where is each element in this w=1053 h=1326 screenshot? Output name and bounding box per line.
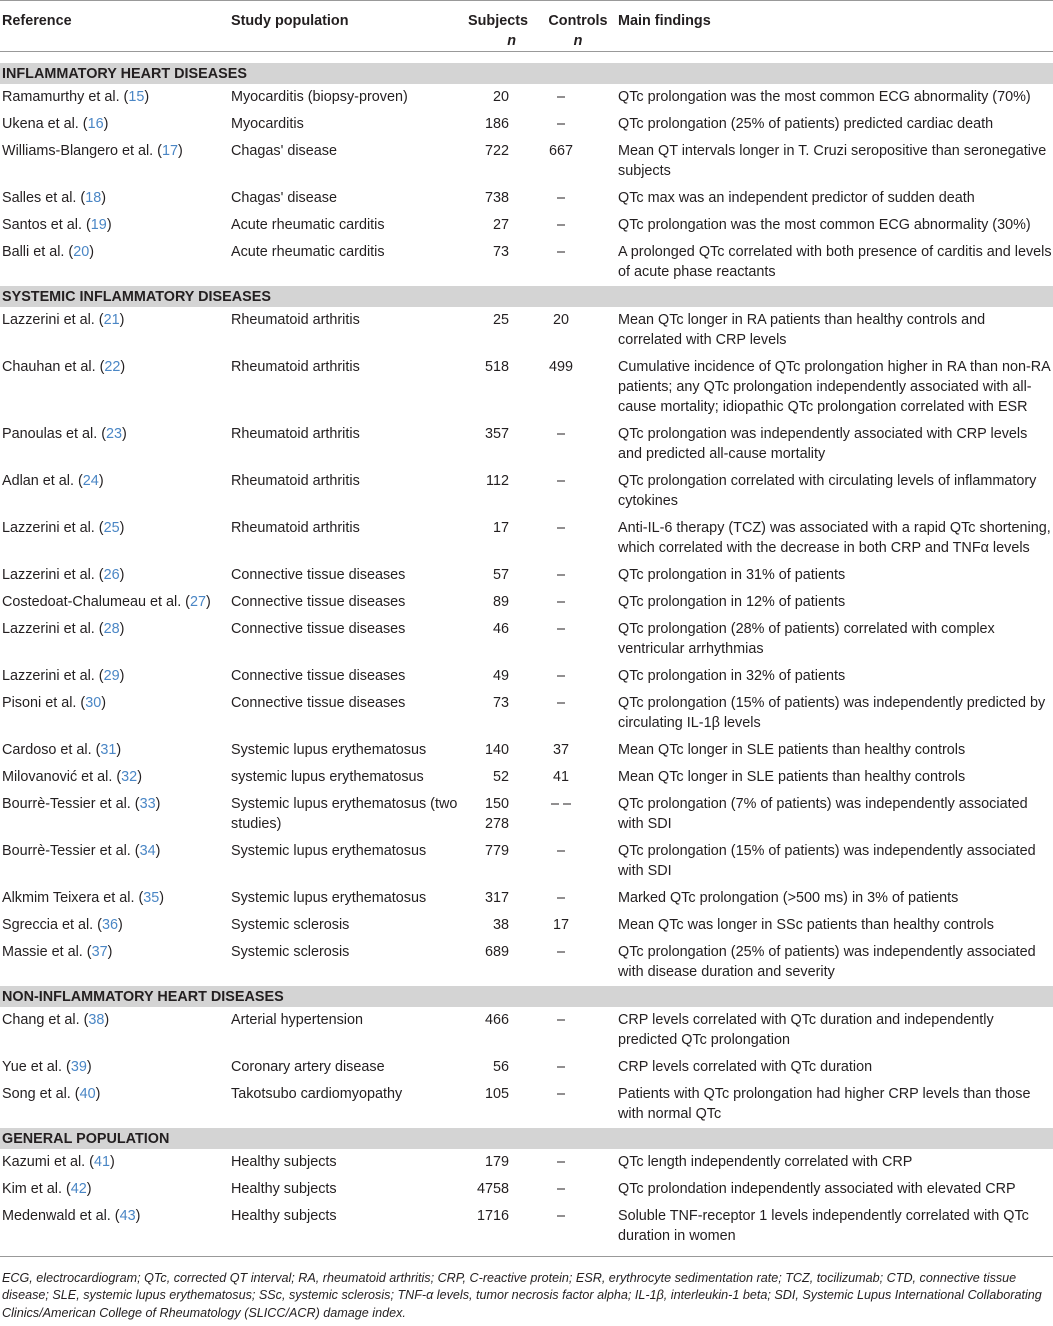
author-text: Alkmim Teixera et al. (: [2, 890, 144, 906]
author-text: Lazzerini et al. (: [2, 520, 104, 536]
controls-cell: –: [556, 890, 565, 906]
reference-cell: [0, 239, 231, 286]
controls-cell: –: [556, 594, 565, 610]
header-reference: Reference: [2, 13, 72, 29]
author-text: Pisoni et al. (: [2, 695, 86, 711]
citation-close: ): [103, 116, 109, 132]
citation-link[interactable]: 24: [82, 473, 99, 489]
findings-cell: Patients with QTc prolongation had higher CRP levels than those with normal QTc: [618, 1086, 1031, 1122]
reference-cell: [0, 468, 231, 515]
subjects-cell: 89: [492, 594, 509, 610]
findings-cell: Mean QT intervals longer in T. Cruzi seropositive than seronegative subjects: [618, 143, 1047, 179]
citation-close: ): [89, 244, 94, 260]
findings-cell: QTc prolongation was independently associated with CRP levels and predicted all-cause mortality: [618, 426, 1028, 462]
table-row: [0, 939, 1053, 986]
section-title: INFLAMMATORY HEART DISEASES: [0, 63, 1053, 84]
reference-cell: [0, 84, 231, 111]
table-row: [0, 589, 1053, 616]
findings-cell: Soluble TNF-receptor 1 levels independently correlated with QTc duration in women: [618, 1208, 1029, 1244]
reference-cell: [0, 1176, 231, 1203]
reference-cell: [0, 1007, 231, 1054]
reference-cell: [0, 421, 231, 468]
citation-link[interactable]: 17: [161, 143, 178, 159]
table-row: [0, 1176, 1053, 1203]
population-cell: Rheumatoid arthritis: [231, 426, 360, 442]
population-cell: Rheumatoid arthritis: [231, 520, 360, 536]
population-cell: Coronary artery disease: [231, 1059, 385, 1075]
reference-cell: [0, 1081, 231, 1128]
citation-close: ): [155, 796, 161, 812]
population-cell: Takotsubo cardiomyopathy: [231, 1086, 403, 1102]
author-text: Lazzerini et al. (: [2, 567, 104, 583]
controls-cell: –: [556, 1086, 565, 1102]
table-row: [0, 421, 1053, 468]
citation-link[interactable]: 32: [121, 769, 138, 785]
table-row: [0, 791, 1053, 838]
citation-link[interactable]: 38: [88, 1012, 105, 1028]
population-cell: Systemic lupus erythematosus (two studies): [231, 796, 458, 832]
population-cell: Chagas' disease: [231, 190, 337, 206]
citation-link[interactable]: 19: [90, 217, 107, 233]
citation-link[interactable]: 28: [103, 621, 120, 637]
table-row: [0, 663, 1053, 690]
population-cell: systemic lupus erythematosus: [231, 769, 424, 785]
subjects-cell: 46: [492, 621, 509, 637]
findings-cell: QTc prolongation in 32% of patients: [618, 668, 846, 684]
population-cell: Myocarditis (biopsy-proven): [231, 89, 408, 105]
citation-close: ): [137, 769, 142, 785]
citation-close: ): [106, 217, 112, 233]
population-cell: Connective tissue diseases: [231, 695, 406, 711]
citation-link[interactable]: 33: [139, 796, 156, 812]
population-cell: Systemic lupus erythematosus: [231, 742, 427, 758]
header-population: Study population: [231, 13, 349, 29]
table-row: [0, 764, 1053, 791]
author-text: Kim et al. (: [2, 1181, 71, 1197]
author-text: Costedoat-Chalumeau et al. (: [2, 594, 190, 610]
header-spacer: [0, 52, 1053, 64]
citation-link[interactable]: 35: [143, 890, 160, 906]
citation-close: ): [144, 89, 150, 105]
citation-close: ): [86, 1181, 92, 1197]
reference-cell: [0, 791, 231, 838]
table-row: [0, 1203, 1053, 1250]
citation-link[interactable]: 29: [103, 668, 120, 684]
table-row: [0, 307, 1053, 354]
reference-cell: [0, 838, 231, 885]
subjects-cell: 57: [492, 567, 509, 583]
population-cell: Myocarditis: [231, 116, 304, 132]
findings-cell: Anti-IL-6 therapy (TCZ) was associated with a rapid QTc shortening, which correlated with the decrease in both CRP and TNFα levels: [618, 520, 1051, 556]
subjects-cell: 20: [492, 89, 509, 105]
reference-cell: [0, 307, 231, 354]
controls-cell: –: [556, 473, 565, 489]
table-row: [0, 212, 1053, 239]
controls-cell: –: [556, 567, 565, 583]
author-text: Lazzerini et al. (: [2, 312, 104, 328]
section-title: NON-INFLAMMATORY HEART DISEASES: [0, 986, 1053, 1007]
section-header: [0, 63, 1053, 84]
citation-link[interactable]: 41: [93, 1154, 110, 1170]
author-text: Ramamurthy et al. (: [2, 89, 129, 105]
author-text: Medenwald et al. (: [2, 1208, 120, 1224]
subjects-cell: 25: [492, 312, 509, 328]
table-row: [0, 515, 1053, 562]
citation-link[interactable]: 31: [100, 742, 117, 758]
citation-link[interactable]: 22: [104, 359, 121, 375]
findings-cell: QTc max was an independent predictor of sudden death: [618, 190, 975, 206]
controls-cell: –: [556, 1059, 565, 1075]
findings-cell: Cumulative incidence of QTc prolongation higher in RA than non-RA patients; any QTc prolongation independently associated with all-cause mortality; idiopathic QTc prolongation correlated with ESR: [618, 359, 1050, 415]
population-cell: Healthy subjects: [231, 1154, 337, 1170]
findings-cell: Mean QTc longer in RA patients than healthy controls and correlated with CRP levels: [618, 312, 986, 348]
subjects-cell: 722: [484, 143, 509, 159]
table-row: [0, 737, 1053, 764]
section-header: [0, 286, 1053, 307]
table-row: [0, 1007, 1053, 1054]
findings-cell: Mean QTc longer in SLE patients than healthy controls: [618, 769, 966, 785]
reference-cell: [0, 589, 231, 616]
controls-cell: –: [556, 426, 565, 442]
controls-cell: –: [556, 116, 565, 132]
table-row: [0, 885, 1053, 912]
controls-cell: –: [556, 190, 565, 206]
subjects-cell: 1716: [476, 1208, 509, 1224]
citation-close: ): [122, 426, 127, 442]
subjects-cell: 4758: [476, 1181, 509, 1197]
citation-link[interactable]: 27: [189, 594, 206, 610]
controls-cell: –: [556, 520, 565, 536]
subjects-cell: 38: [492, 917, 509, 933]
findings-cell: QTc prolongation (28% of patients) correlated with complex ventricular arrhythmias: [618, 621, 995, 657]
citation-link[interactable]: 15: [128, 89, 145, 105]
author-text: Massie et al. (: [2, 944, 92, 960]
reference-cell: [0, 885, 231, 912]
author-text: Chauhan et al. (: [2, 359, 105, 375]
subjects-cell: 317: [484, 890, 509, 906]
header-controls-n: n: [573, 33, 583, 49]
population-cell: Systemic lupus erythematosus: [231, 843, 427, 859]
section-title: GENERAL POPULATION: [0, 1128, 1053, 1149]
citation-close: ): [159, 890, 165, 906]
reference-cell: [0, 138, 231, 185]
citation-close: ): [101, 695, 106, 711]
citation-close: ): [110, 1154, 115, 1170]
table-row: [0, 562, 1053, 589]
reference-cell: [0, 1054, 231, 1081]
subjects-cell: 179: [484, 1154, 509, 1170]
citation-close: ): [104, 1012, 110, 1028]
citation-close: ): [135, 1208, 141, 1224]
author-text: Santos et al. (: [2, 217, 91, 233]
header-controls-label: Controls: [548, 13, 608, 29]
controls-cell: –: [556, 1012, 565, 1028]
citation-link[interactable]: 20: [73, 244, 90, 260]
subjects-cell: 17: [492, 520, 509, 536]
header-findings: Main findings: [618, 13, 711, 29]
citation-link[interactable]: 25: [103, 520, 120, 536]
author-text: Lazzerini et al. (: [2, 668, 104, 684]
table-row: [0, 468, 1053, 515]
controls-cell: –: [556, 944, 565, 960]
population-cell: Acute rheumatic carditis: [231, 217, 385, 233]
author-text: Kazumi et al. (: [2, 1154, 94, 1170]
citation-link[interactable]: 16: [87, 116, 104, 132]
citation-link[interactable]: 43: [119, 1208, 136, 1224]
controls-cell: 667: [548, 143, 573, 159]
reference-cell: [0, 185, 231, 212]
citation-close: ): [101, 190, 106, 206]
citation-close: ): [119, 520, 125, 536]
reference-cell: [0, 764, 231, 791]
citation-close: ): [119, 621, 125, 637]
population-cell: Healthy subjects: [231, 1208, 337, 1224]
findings-cell: CRP levels correlated with QTc duration: [618, 1059, 873, 1075]
table-row: [0, 690, 1053, 737]
reference-cell: [0, 690, 231, 737]
author-text: Milovanović et al. (: [2, 769, 122, 785]
findings-cell: Mean QTc was longer in SSc patients than healthy controls: [618, 917, 994, 933]
author-text: Adlan et al. (: [2, 473, 83, 489]
subjects-cell: 105: [484, 1086, 509, 1102]
citation-close: ): [116, 742, 122, 758]
citation-close: ): [206, 594, 211, 610]
controls-cell: 37: [552, 742, 569, 758]
citation-link[interactable]: 18: [85, 190, 102, 206]
controls-cell: –: [556, 621, 565, 637]
controls-cell: –: [556, 1154, 565, 1170]
subjects-cell: 518: [484, 359, 509, 375]
author-text: Ukena et al. (: [2, 116, 88, 132]
subjects-cell: 466: [484, 1012, 509, 1028]
subjects-cell: 738: [484, 190, 509, 206]
controls-cell: –: [556, 89, 565, 105]
findings-cell: QTc prolongation was the most common ECG abnormality (30%): [618, 217, 1031, 233]
citation-link[interactable]: 26: [103, 567, 120, 583]
subjects-cell: 689: [484, 944, 509, 960]
table-row: [0, 1054, 1053, 1081]
population-cell: Systemic sclerosis: [231, 917, 350, 933]
population-cell: Connective tissue diseases: [231, 594, 406, 610]
author-text: Salles et al. (: [2, 190, 86, 206]
findings-cell: QTc length independently correlated with CRP: [618, 1154, 913, 1170]
population-cell: Acute rheumatic carditis: [231, 244, 385, 260]
author-text: Williams-Blangero et al. (: [2, 143, 162, 159]
author-text: Sgreccia et al. (: [2, 917, 102, 933]
controls-cell: 20: [552, 312, 569, 328]
author-text: Yue et al. (: [2, 1059, 71, 1075]
controls-cell: –: [556, 1181, 565, 1197]
header-subjects: [459, 1, 538, 52]
findings-cell: QTc prolongation (7% of patients) was independently associated with SDI: [618, 796, 1028, 832]
subjects-cell: 186: [484, 116, 509, 132]
citation-link[interactable]: 40: [79, 1086, 96, 1102]
findings-cell: QTc prolongation (15% of patients) was independently predicted by circulating IL-1β levels: [618, 695, 1046, 731]
citation-close: ): [177, 143, 183, 159]
controls-cell: 499: [548, 359, 573, 375]
population-cell: Connective tissue diseases: [231, 668, 406, 684]
table-footnote: ECG, electrocardiogram; QTc, corrected QT interval; RA, rheumatoid arthritis; CRP, C-reactive protein; ESR, erythrocyte sedimentation rate; TCZ, tocilizumab; CTD, connective tissue disease; SLE, systemic lupus erythematosus; SSc, systemic sclerosis; TNF-α levels, tumor necrosis factor alpha; IL-1β, interleukin-1 beta; SDI, Systemic Lupus International Collaborating Clinics/American College of Rheumatology (SLICC/ACR) damage index.: [2, 1271, 1042, 1320]
subjects-cell: 49: [492, 668, 509, 684]
author-text: Balli et al. (: [2, 244, 74, 260]
subjects-cell: 56: [492, 1059, 509, 1075]
controls-cell: – –: [550, 796, 571, 812]
population-cell: Connective tissue diseases: [231, 621, 406, 637]
reference-cell: [0, 562, 231, 589]
reference-cell: [0, 515, 231, 562]
citation-close: ): [119, 567, 125, 583]
author-text: Bourrè-Tessier et al. (: [2, 843, 140, 859]
population-cell: Chagas' disease: [231, 143, 337, 159]
table-body: [0, 52, 1053, 1251]
table-row: [0, 616, 1053, 663]
header-subjects-label: Subjects: [468, 13, 528, 29]
subjects-cell: 52: [492, 769, 509, 785]
reference-cell: [0, 737, 231, 764]
table-row: [0, 838, 1053, 885]
citation-close: ): [155, 843, 161, 859]
controls-cell: –: [556, 217, 565, 233]
citation-close: ): [98, 473, 104, 489]
table-row: [0, 1081, 1053, 1128]
table-row: [0, 912, 1053, 939]
population-cell: Systemic lupus erythematosus: [231, 890, 427, 906]
population-cell: Rheumatoid arthritis: [231, 359, 360, 375]
population-cell: Rheumatoid arthritis: [231, 312, 360, 328]
findings-cell: QTc prolongation in 31% of patients: [618, 567, 846, 583]
controls-cell: –: [556, 244, 565, 260]
author-text: Lazzerini et al. (: [2, 621, 104, 637]
citation-close: ): [118, 917, 123, 933]
subjects-cell: 73: [492, 695, 509, 711]
subjects-cell: 112: [486, 473, 509, 489]
reference-cell: [0, 212, 231, 239]
findings-cell: QTc prolongation correlated with circulating levels of inflammatory cytokines: [618, 473, 1037, 509]
findings-cell: QTc prolondation independently associated with elevated CRP: [618, 1181, 1016, 1197]
section-header: [0, 1128, 1053, 1149]
findings-cell: QTc prolongation (25% of patients) was independently associated with disease duration and severity: [618, 944, 1036, 980]
citation-link[interactable]: 37: [91, 944, 108, 960]
citation-close: ): [95, 1086, 101, 1102]
findings-cell: QTc prolongation in 12% of patients: [618, 594, 846, 610]
section-header: [0, 986, 1053, 1007]
controls-cell: –: [556, 843, 565, 859]
reference-cell: [0, 616, 231, 663]
reference-cell: [0, 111, 231, 138]
table-row: [0, 138, 1053, 185]
citation-close: ): [120, 359, 126, 375]
findings-cell: QTc prolongation (25% of patients) predicted cardiac death: [618, 116, 994, 132]
table-row: [0, 111, 1053, 138]
findings-cell: Marked QTc prolongation (>500 ms) in 3% of patients: [618, 890, 959, 906]
citation-close: ): [119, 312, 125, 328]
author-text: Chang et al. (: [2, 1012, 89, 1028]
citation-link[interactable]: 39: [70, 1059, 87, 1075]
findings-cell: QTc prolongation was the most common ECG abnormality (70%): [618, 89, 1031, 105]
population-cell: Connective tissue diseases: [231, 567, 406, 583]
controls-cell: –: [556, 695, 565, 711]
subjects-cell: 140: [484, 742, 509, 758]
controls-cell: 41: [552, 769, 569, 785]
header-subjects-n: n: [507, 33, 516, 49]
table-row: [0, 185, 1053, 212]
table-row: [0, 239, 1053, 286]
author-text: Song et al. (: [2, 1086, 80, 1102]
author-text: Panoulas et al. (: [2, 426, 106, 442]
citation-link[interactable]: 21: [103, 312, 120, 328]
reference-cell: [0, 1149, 231, 1176]
header-controls: [538, 1, 618, 52]
findings-cell: Mean QTc longer in SLE patients than healthy controls: [618, 742, 966, 758]
reference-cell: [0, 912, 231, 939]
table-row: [0, 1149, 1053, 1176]
subjects-cell: 150 278: [484, 796, 509, 832]
subjects-cell: 779: [484, 843, 509, 859]
population-cell: Arterial hypertension: [231, 1012, 363, 1028]
subjects-cell: 357: [484, 426, 509, 442]
controls-cell: –: [556, 668, 565, 684]
citation-link[interactable]: 34: [139, 843, 156, 859]
findings-cell: CRP levels correlated with QTc duration and independently predicted QTc prolongation: [618, 1012, 994, 1048]
citation-link[interactable]: 30: [85, 695, 102, 711]
citation-link[interactable]: 42: [70, 1181, 87, 1197]
population-cell: Systemic sclerosis: [231, 944, 350, 960]
citation-link[interactable]: 23: [106, 426, 123, 442]
citation-close: ): [107, 944, 113, 960]
population-cell: Healthy subjects: [231, 1181, 337, 1197]
subjects-cell: 73: [492, 244, 509, 260]
controls-cell: 17: [552, 917, 569, 933]
section-title: SYSTEMIC INFLAMMATORY DISEASES: [0, 286, 1053, 307]
author-text: Bourrè-Tessier et al. (: [2, 796, 140, 812]
table-header: [0, 1, 1053, 52]
findings-cell: A prolonged QTc correlated with both presence of carditis and levels of acute phase reactants: [618, 244, 1052, 280]
reference-cell: [0, 1203, 231, 1250]
table-row: [0, 354, 1053, 421]
citation-close: ): [86, 1059, 92, 1075]
reference-cell: [0, 354, 231, 421]
table-row: [0, 84, 1053, 111]
findings-cell: QTc prolongation (15% of patients) was independently associated with SDI: [618, 843, 1036, 879]
controls-cell: –: [556, 1208, 565, 1224]
citation-close: ): [119, 668, 125, 684]
subjects-cell: 27: [492, 217, 509, 233]
population-cell: Rheumatoid arthritis: [231, 473, 360, 489]
reference-cell: [0, 939, 231, 986]
author-text: Cardoso et al. (: [2, 742, 101, 758]
citation-link[interactable]: 36: [101, 917, 118, 933]
reference-cell: [0, 663, 231, 690]
